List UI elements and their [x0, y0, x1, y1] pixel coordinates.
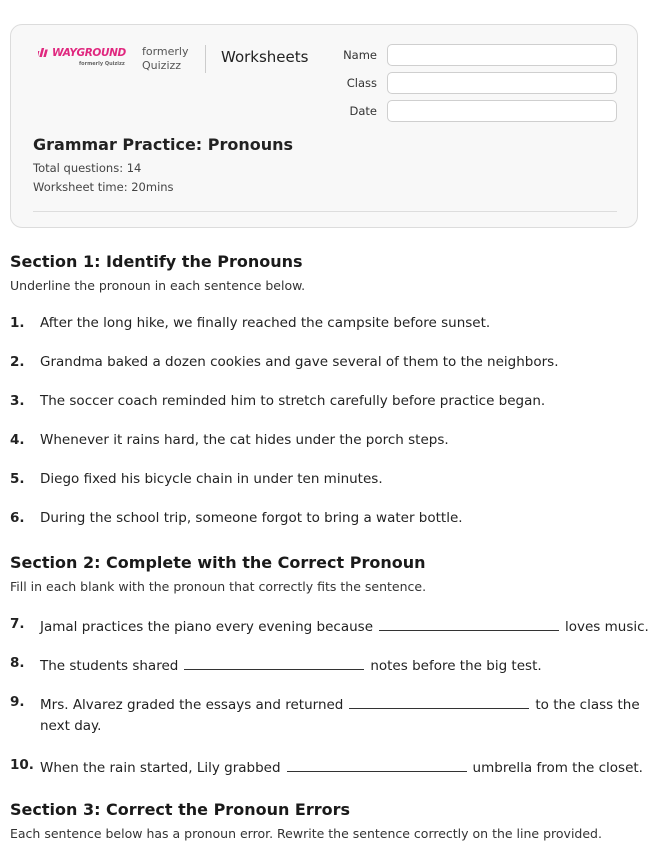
- logo-subtext: formerly Quizizz: [79, 61, 125, 67]
- date-field[interactable]: [387, 100, 617, 122]
- question-text-after: to the class the: [535, 697, 640, 713]
- question-text: Grandma baked a dozen cookies and gave several of them to the neighbors.: [40, 354, 559, 370]
- section-1-title: Section 1: Identify the Pronouns: [10, 252, 303, 271]
- logo-wordmark: WAYGROUND: [38, 47, 126, 59]
- total-questions: Total questions: 14: [33, 161, 142, 175]
- question-text-before: Mrs. Alvarez graded the essays and returned: [40, 697, 344, 713]
- question-number: 7.: [10, 616, 25, 632]
- answer-blank[interactable]: [349, 694, 529, 709]
- question-number: 10.: [10, 757, 34, 773]
- product-label: Worksheets: [221, 48, 309, 66]
- worksheet-header: [10, 24, 638, 228]
- formerly-quizizz: formerly Quizizz: [142, 45, 189, 72]
- question-number: 5.: [10, 471, 25, 487]
- worksheet-title: Grammar Practice: Pronouns: [33, 135, 294, 154]
- class-label: Class: [346, 76, 377, 90]
- question-number: 2.: [10, 354, 25, 370]
- section-3-title: Section 3: Correct the Pronoun Errors: [10, 800, 351, 819]
- question-text: During the school trip, someone forgot to bring a water bottle.: [40, 510, 463, 526]
- section-2-instructions: Fill in each blank with the pronoun that correctly fits the sentence.: [10, 579, 427, 594]
- worksheet-time: Worksheet time: 20mins: [33, 180, 174, 194]
- question-number: 8.: [10, 655, 25, 671]
- question-text-after: loves music.: [565, 619, 649, 635]
- question-text-before: Jamal practices the piano every evening because: [40, 619, 373, 635]
- question-number: 6.: [10, 510, 25, 526]
- header-divider: [205, 45, 206, 73]
- logo-bars-icon: [38, 47, 52, 57]
- question-text-before: The students shared: [40, 658, 179, 674]
- answer-blank[interactable]: [379, 616, 559, 631]
- question-number: 9.: [10, 694, 25, 710]
- name-label: Name: [343, 48, 377, 62]
- section-3-instructions: Each sentence below has a pronoun error. Rewrite the sentence correctly on the line provided.: [10, 826, 602, 841]
- question-text: Whenever it rains hard, the cat hides under the porch steps.: [40, 432, 449, 448]
- question-number: 4.: [10, 432, 25, 448]
- question-text: The soccer coach reminded him to stretch carefully before practice began.: [40, 393, 546, 409]
- question-text: Diego fixed his bicycle chain in under ten minutes.: [40, 471, 383, 487]
- section-1-instructions: Underline the pronoun in each sentence below.: [10, 278, 306, 293]
- question-text-line2: next day.: [40, 718, 102, 734]
- section-2-title: Section 2: Complete with the Correct Pronoun: [10, 553, 426, 572]
- question-text-after: umbrella from the closet.: [472, 760, 643, 776]
- question-number: 3.: [10, 393, 25, 409]
- question-text-before: When the rain started, Lily grabbed: [40, 760, 281, 776]
- name-field[interactable]: [387, 44, 617, 66]
- answer-blank[interactable]: [287, 757, 467, 772]
- wayground-logo: [38, 47, 128, 73]
- header-rule: [33, 211, 617, 212]
- date-label: Date: [349, 104, 377, 118]
- answer-blank[interactable]: [184, 655, 364, 670]
- question-text-after: notes before the big test.: [370, 658, 542, 674]
- class-field[interactable]: [387, 72, 617, 94]
- question-text: After the long hike, we finally reached the campsite before sunset.: [40, 315, 491, 331]
- question-number: 1.: [10, 315, 25, 331]
